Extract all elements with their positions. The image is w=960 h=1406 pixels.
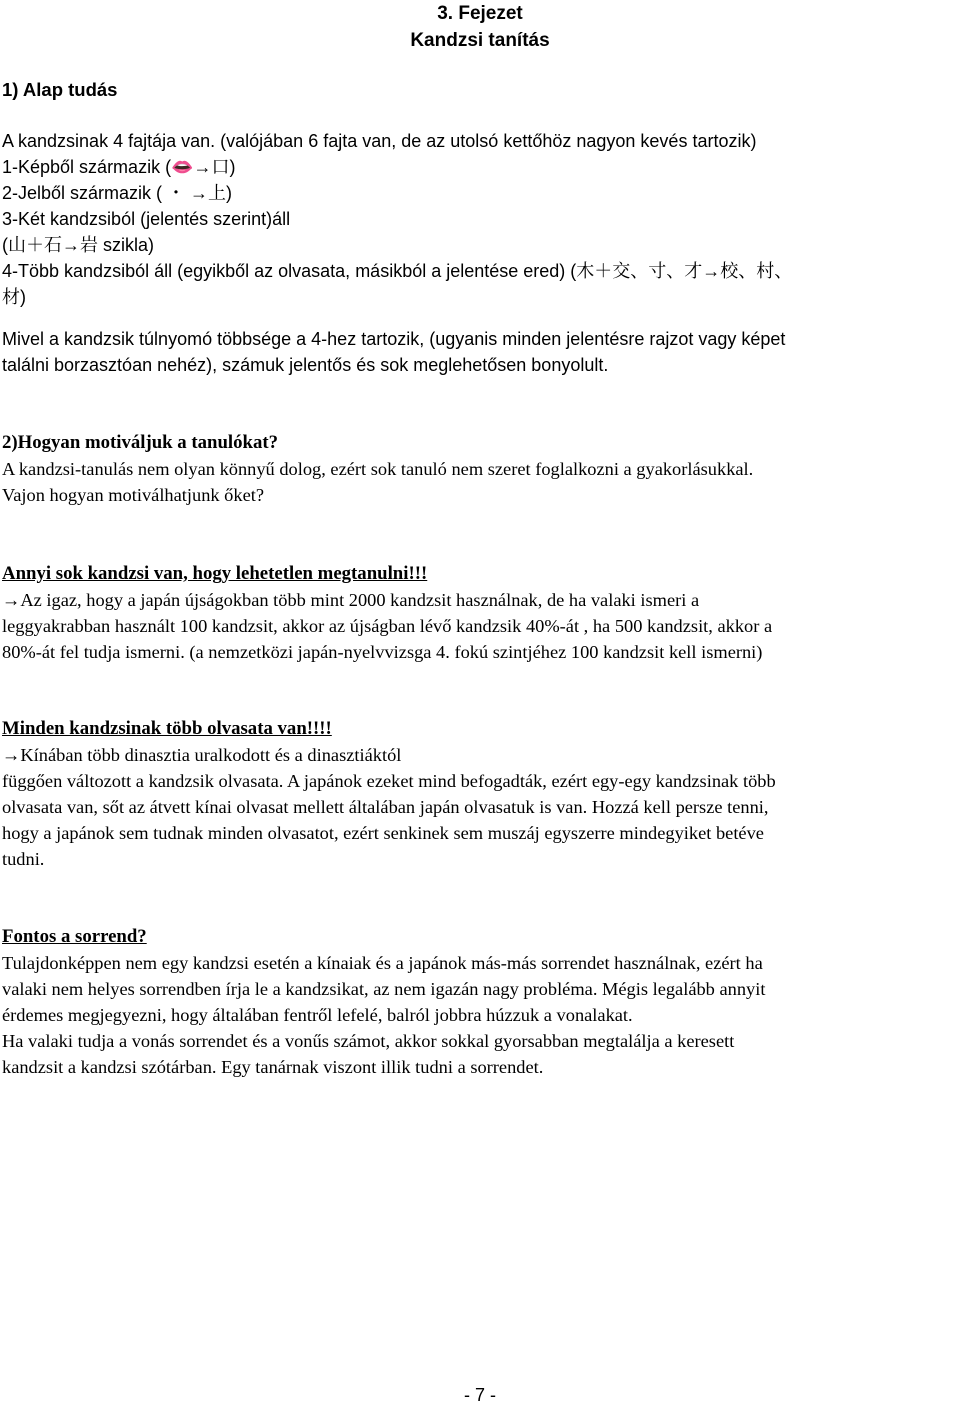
paragraph-line: függően változott a kandzsik olvasata. A japánok ezeket mind befogadták, ezért egy-egy kandzsinak több [2, 771, 776, 791]
paragraph-line: hogy a japánok sem tudnak minden olvasatot, ezért senkinek sem muszáj egyszerre mindegyiket betéve [2, 823, 764, 843]
section-4-title: Minden kandzsinak több olvasata van!!!! [2, 718, 332, 739]
chapter-number: 3. Fejezet [437, 3, 523, 24]
paragraph-line: leggyakrabban használt 100 kandzsit, akkor az újságban lévő kandzsik 40%-át , ha 500 kandzsit, akkor a [2, 616, 773, 636]
paragraph-line: →Az igaz, hogy a japán újságokban több mint 2000 kandzsit használnak, de ha valaki ismeri a [2, 590, 700, 610]
section-1-paragraph [2, 326, 958, 378]
section-5 [2, 924, 958, 1080]
section-1-title: 1) Alap tudás [2, 79, 118, 100]
paragraph-line: érdemes megjegyezni, hogy általában fentről lefelé, balról jobbra húzzuk a vonalakat. [2, 1005, 633, 1025]
paragraph-line: Mivel a kandzsik túlnyomó többsége a 4-hez tartozik, (ugyanis minden jelentésre rajzot vagy képet [2, 329, 786, 349]
section-4 [2, 716, 958, 872]
section-1-line: 3-Két kandzsiból (jelentés szerint)áll [2, 209, 291, 229]
paragraph-line: Tulajdonképpen nem egy kandzsi esetén a kínaiak és a japánok más-más sorrendet használnak, ezért ha [2, 953, 763, 973]
section-1-line: 材) [2, 287, 26, 307]
section-1-line: (山＋石→岩 szikla) [2, 235, 154, 255]
paragraph-line: olvasata van, sőt az átvett kínai olvasat mellett általában japán olvasatuk is van. Hozzá kell persze tenni, [2, 797, 769, 817]
paragraph-line: Ha valaki tudja a vonás sorrendet és a vonűs számot, akkor sokkal gyorsabban megtalálja a keresett [2, 1031, 735, 1051]
paragraph-line: 80%-át fel tudja ismerni. (a nemzetközi japán-nyelvvizsga 4. fokú szintjéhez 100 kandzsit kell ismerni) [2, 642, 763, 662]
paragraph-line: →Kínában több dinasztia uralkodott és a dinasztiáktól [2, 745, 402, 765]
section-1-line: A kandzsinak 4 fajtája van. (valójában 6 fajta van, de az utolsó kettőhöz nagyon kevés tartozik) [2, 131, 757, 151]
chapter-header [0, 0, 960, 54]
paragraph-line: Vajon hogyan motiválhatjunk őket? [2, 485, 265, 505]
section-3 [2, 561, 958, 665]
section-1-line: 4-Több kandzsiból áll (egyikből az olvasata, másikból a jelentése ered) (木＋交、寸、才→校、村、 [2, 261, 793, 281]
section-5-title: Fontos a sorrend? [2, 926, 147, 947]
section-1-line: 2-Jelből származik ( ・ →上) [2, 183, 233, 203]
paragraph-line: kandzsit a kandzsi szótárban. Egy tanárnak viszont illik tudni a sorrendet. [2, 1057, 544, 1077]
paragraph-line: találni borzasztóan nehéz), számuk jelentős és sok meglehetősen bonyolult. [2, 355, 609, 375]
section-1-list [2, 128, 958, 310]
paragraph-line: valaki nem helyes sorrendben írja le a kandzsikat, az nem igazán nagy probléma. Mégis legalább annyit [2, 979, 766, 999]
section-1-line: 1-Képből származik (👄→口) [2, 157, 236, 177]
chapter-title: Kandzsi tanítás [410, 30, 550, 51]
paragraph-line: tudni. [2, 849, 45, 869]
paragraph-line: A kandzsi-tanulás nem olyan könnyű dolog, ezért sok tanuló nem szeret foglalkozni a gyakorlásukkal. [2, 459, 754, 479]
page-number: - 7 - [463, 1385, 496, 1405]
section-2-title: 2)Hogyan motiváljuk a tanulókat? [2, 432, 279, 453]
section-3-title: Annyi sok kandzsi van, hogy lehetetlen megtanulni!!! [2, 563, 428, 584]
section-2 [2, 430, 958, 508]
